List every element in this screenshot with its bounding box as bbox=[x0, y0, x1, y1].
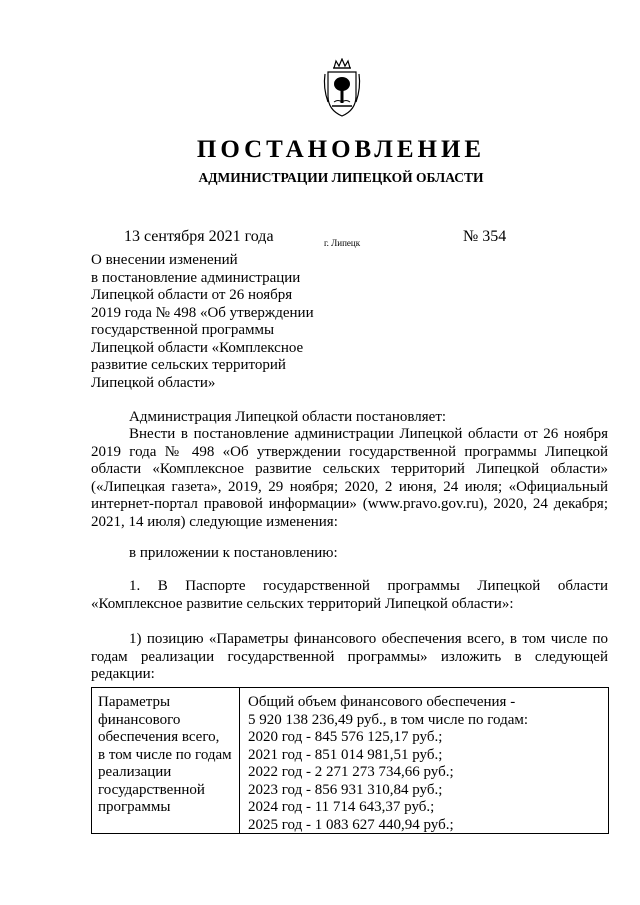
subitem-1-paragraph bbox=[91, 631, 608, 684]
intro-paragraph bbox=[91, 426, 608, 531]
table-label-line: в том числе по годам bbox=[98, 746, 232, 763]
table-value-cell bbox=[248, 694, 528, 834]
table-label-line: программы bbox=[98, 799, 171, 815]
table-value-line: 2022 год - 2 271 273 734,66 руб.; bbox=[248, 764, 454, 780]
paragraph-line: области «Комплексное развитие сельских территорий Липецкой области» bbox=[91, 461, 608, 477]
paragraph-line: 2019 года № 498 «Об утверждении государственной программы Липецкой bbox=[91, 443, 608, 460]
subject-line: государственной программы bbox=[91, 322, 275, 338]
paragraph-line: «Комплексное развитие сельских территорий Липецкой области»: bbox=[91, 595, 514, 612]
subject-line: Липецкой области» bbox=[91, 374, 216, 391]
table-value-line: 2023 год - 856 931 310,84 руб.; bbox=[248, 781, 443, 798]
subject-line: Липецкой области «Комплексное bbox=[91, 339, 304, 356]
document-subtitle: АДМИНИСТРАЦИИ ЛИПЕЦКОЙ ОБЛАСТИ bbox=[198, 170, 484, 185]
paragraph-line: интернет-портал правовой информации» (www.pravo.gov.ru), 2020, 24 декабря; bbox=[91, 496, 608, 512]
subject-line: О внесении изменений bbox=[91, 252, 238, 268]
paragraph-line: 1) позицию «Параметры финансового обеспечения всего, в том числе по bbox=[129, 631, 608, 647]
table-label-cell bbox=[98, 694, 232, 817]
subject-line: Липецкой области от 26 ноября bbox=[91, 287, 293, 303]
paragraph-line: («Липецкая газета», 2019, 29 ноября; 2020, 2 июня, 24 июля; «Официальный bbox=[91, 478, 608, 495]
coat-of-arms-icon bbox=[322, 58, 362, 120]
preamble-paragraph: Администрация Липецкой области постановляет: bbox=[129, 409, 447, 425]
paragraph-line: 1. В Паспорте государственной программы Липецкой области bbox=[129, 578, 608, 594]
paragraph-line: Внести в постановление администрации Липецкой области от 26 ноября bbox=[129, 426, 608, 442]
table-value-line: 5 920 138 236,49 руб., в том числе по годам: bbox=[248, 711, 529, 728]
document-number: № 354 bbox=[463, 228, 507, 245]
subject-line: развитие сельских территорий bbox=[91, 357, 286, 373]
subject-line: 2019 года № 498 «Об утверждении bbox=[91, 304, 314, 321]
subject-line: в постановление администрации bbox=[91, 269, 301, 286]
document-subject bbox=[91, 252, 314, 392]
document-city: г. Липецк bbox=[324, 238, 361, 248]
table-value-line: 2025 год - 1 083 627 440,94 руб.; bbox=[248, 816, 454, 833]
table-label-line: финансового bbox=[98, 711, 181, 728]
table-value-line: 2021 год - 851 014 981,51 руб.; bbox=[248, 746, 443, 763]
document-date: 13 сентября 2021 года bbox=[124, 228, 274, 245]
table-value-line: Общий объем финансового обеспечения - bbox=[248, 694, 516, 710]
table-column-divider bbox=[239, 688, 240, 833]
item-1-paragraph bbox=[91, 578, 608, 613]
table-label-line: государственной bbox=[98, 781, 205, 798]
table-label-line: реализации bbox=[98, 764, 172, 780]
table-value-line: 2020 год - 845 576 125,17 руб.; bbox=[248, 729, 443, 745]
finance-table bbox=[91, 687, 609, 834]
document-title: ПОСТАНОВЛЕНИЕ bbox=[196, 136, 486, 163]
paragraph-line: 2021, 14 июля) следующие изменения: bbox=[91, 513, 338, 530]
paragraph-line: редакции: bbox=[91, 666, 155, 682]
table-label-line: обеспечения всего, bbox=[98, 729, 220, 745]
table-label-line: Параметры bbox=[98, 694, 171, 710]
table-value-line: 2024 год - 11 714 643,37 руб.; bbox=[248, 799, 435, 815]
appendix-paragraph: в приложении к постановлению: bbox=[129, 545, 338, 561]
paragraph-line: годам реализации государственной программы» изложить в следующей bbox=[91, 648, 608, 665]
